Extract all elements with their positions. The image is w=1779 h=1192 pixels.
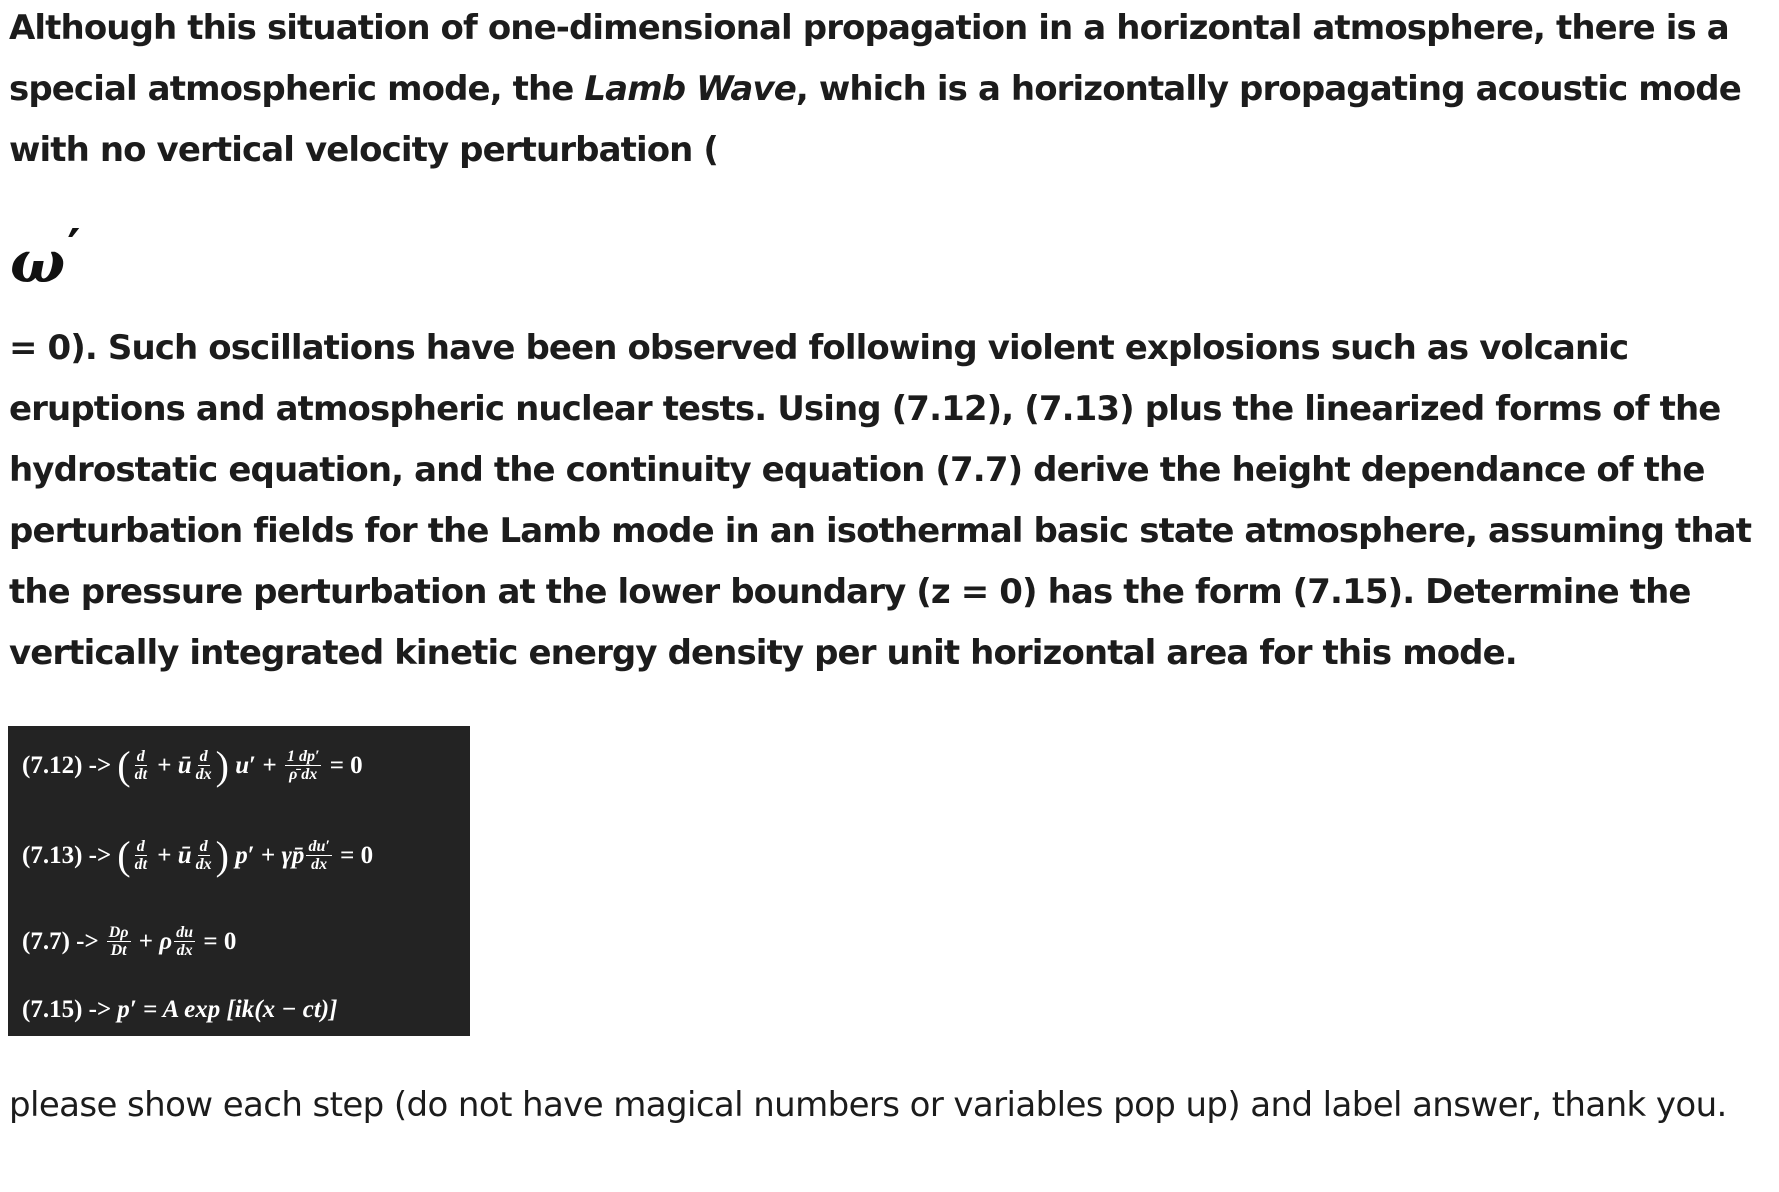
question-paragraph-2: = 0). Such oscillations have been observed following violent explosions such as volcanic eruptions and atmospheric nuclear tests. Using (7.12), (7.13) plus the linearized forms of the hydrostatic equation, and the continuity equation (7.7) derive the height dependance of the perturbation fields for the Lamb mode in an isothermal basic state atmosphere, assuming that the pressure perturbation at the lower boundary (z = 0) has the form (7.15). Determine the vertically integrated kinetic energy density per unit horizontal area for this mode. — [9, 328, 1752, 673]
question-paragraph-1 — [9, 0, 1769, 181]
equation-7-7: (7.7) -> $\frac{D\rho}{Dt}$ + ρ $\frac{du}{dx}$ = 0 — [22, 924, 237, 959]
equation-7-12: (7.12) -> ( $\frac{d}{dt}$ + ū $\frac{d}{dx}$ ) u′ + $\frac{1 dp'}{\rhō dx}$ = 0 — [22, 742, 363, 788]
question-text-part2: , which is a horizontally propagating acoustic mode with no vertical velocity perturbation ( — [9, 69, 1741, 170]
omega-prime-symbol: ω′ — [10, 217, 81, 296]
lamb-wave-emphasis: Lamb Wave — [584, 69, 796, 109]
request-text: please show each step (do not have magical numbers or variables pop up) and label answer, thank you. — [9, 1085, 1727, 1125]
equation-7-15: (7.15) -> p′ = A exp [ik(x − ct)] — [22, 996, 338, 1023]
equations-image — [8, 726, 470, 1036]
question-text-part1: Although this situation of one-dimensional propagation in a horizontal atmosphere, there is a special atmospheric mode, the — [9, 8, 1729, 109]
equation-7-13: (7.13) -> ( $\frac{d}{dt}$ + ū $\frac{d}{dx}$ ) p′ + γp̄ $\frac{du'}{dx}$ = 0 — [22, 832, 374, 878]
